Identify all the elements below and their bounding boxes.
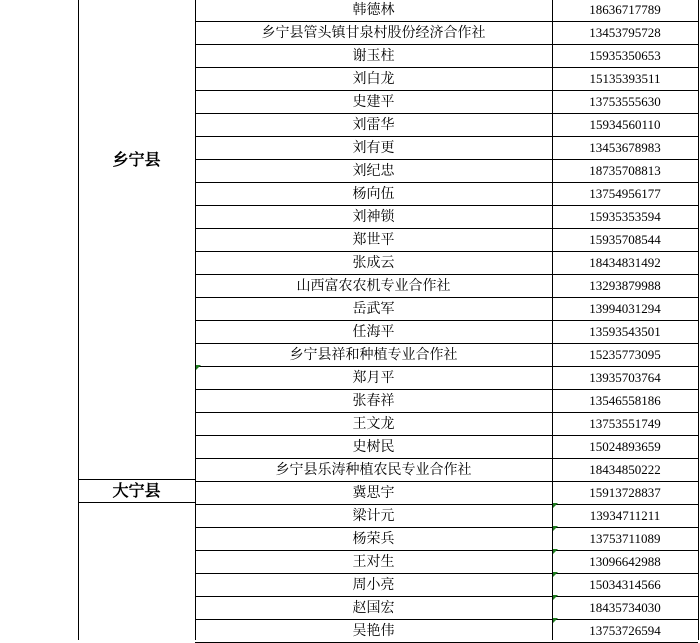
phone-cell[interactable]: 18435734030	[589, 600, 661, 615]
table-row	[195, 91, 698, 114]
phone-cell[interactable]: 18636717789	[589, 2, 661, 17]
phone-cell[interactable]: 13546558186	[589, 393, 661, 408]
name-cell[interactable]: 郑世平	[352, 232, 395, 248]
phone-cell[interactable]: 18735708813	[589, 163, 661, 178]
name-cell[interactable]: 谢玉柱	[352, 48, 395, 64]
table-row	[195, 45, 698, 68]
table-row	[195, 183, 698, 206]
table-row	[195, 206, 698, 229]
table-row	[195, 0, 698, 22]
name-cell[interactable]: 刘雷华	[352, 117, 395, 133]
cell-comment-marker	[553, 503, 558, 508]
phone-cell[interactable]: 15935708544	[589, 232, 661, 247]
table-row	[195, 597, 698, 620]
table-row	[195, 390, 698, 413]
table-row	[195, 505, 698, 528]
name-cell[interactable]: 岳武军	[352, 301, 395, 317]
county-label-xiangning: 乡宁县	[112, 150, 161, 169]
cell-comment-marker	[553, 618, 558, 623]
grid-line-right	[698, 0, 699, 640]
phone-cell[interactable]: 15935350653	[589, 48, 661, 63]
name-cell[interactable]: 刘有更	[352, 140, 395, 156]
phone-cell[interactable]: 13293879988	[589, 278, 661, 293]
table-row	[195, 137, 698, 160]
table-row	[195, 68, 698, 91]
table-row	[195, 574, 698, 597]
phone-cell[interactable]: 15024893659	[589, 439, 661, 454]
grid-line-left	[78, 0, 79, 640]
table-row	[195, 114, 698, 137]
name-cell[interactable]: 刘纪忠	[352, 163, 395, 179]
name-cell[interactable]: 张春祥	[352, 393, 395, 409]
phone-cell[interactable]: 13753726594	[589, 623, 661, 638]
table-row	[195, 321, 698, 344]
phone-cell[interactable]: 15913728837	[589, 485, 661, 500]
phone-cell[interactable]: 13754956177	[589, 186, 661, 201]
phone-cell[interactable]: 13096642988	[589, 554, 661, 569]
cell-comment-marker	[553, 526, 558, 531]
table-row	[195, 275, 698, 298]
phone-cell[interactable]: 13934711211	[589, 508, 661, 523]
name-cell[interactable]: 杨荣兵	[352, 531, 395, 547]
cell-comment-marker	[553, 549, 558, 554]
name-cell[interactable]: 王文龙	[352, 416, 395, 432]
table-row	[195, 344, 698, 367]
table-row	[195, 459, 698, 482]
name-cell[interactable]: 周小亮	[352, 577, 395, 593]
phone-cell[interactable]: 13593543501	[589, 324, 661, 339]
table-row	[195, 551, 698, 574]
name-cell[interactable]: 刘白龙	[352, 71, 395, 87]
table-row	[195, 252, 698, 275]
phone-cell[interactable]: 15934560110	[589, 117, 661, 132]
phone-cell[interactable]: 13453795728	[589, 25, 661, 40]
name-cell[interactable]: 王对生	[352, 554, 395, 570]
table-row	[195, 229, 698, 252]
phone-cell[interactable]: 15935353594	[589, 209, 661, 224]
phone-cell[interactable]: 18434831492	[589, 255, 661, 270]
name-cell[interactable]: 吴艳伟	[352, 623, 395, 639]
county-border-bottom	[78, 502, 195, 503]
name-cell[interactable]: 任海平	[352, 324, 395, 340]
phone-cell[interactable]: 15135393511	[589, 71, 661, 86]
name-cell[interactable]: 赵国宏	[352, 600, 395, 616]
phone-cell[interactable]: 13453678983	[589, 140, 661, 155]
phone-cell[interactable]: 15034314566	[589, 577, 661, 592]
table-row	[195, 436, 698, 459]
name-cell[interactable]: 乡宁县祥和种植专业合作社	[289, 347, 458, 363]
table-row	[195, 160, 698, 183]
phone-cell[interactable]: 13935703764	[589, 370, 661, 385]
table-row	[195, 367, 698, 390]
phone-cell[interactable]: 13753555630	[589, 94, 661, 109]
table-row	[195, 482, 698, 505]
table-row	[195, 528, 698, 551]
cell-comment-marker	[196, 365, 201, 370]
name-cell[interactable]: 乡宁县管头镇甘泉村股份经济合作社	[261, 25, 486, 41]
name-cell[interactable]: 刘神锁	[352, 209, 395, 225]
cell-comment-marker	[553, 595, 558, 600]
name-cell[interactable]: 韩德林	[352, 2, 395, 18]
name-cell[interactable]: 冀思宇	[352, 485, 395, 501]
phone-cell[interactable]: 18434850222	[589, 462, 661, 477]
name-cell[interactable]: 乡宁县乐涛种植农民专业合作社	[275, 462, 472, 478]
phone-cell[interactable]: 15235773095	[589, 347, 661, 362]
table-row	[195, 22, 698, 45]
name-cell[interactable]: 山西富农农机专业合作社	[296, 278, 451, 294]
name-cell[interactable]: 杨向伍	[352, 186, 395, 202]
name-cell[interactable]: 史树民	[352, 439, 395, 455]
phone-cell[interactable]: 13994031294	[589, 301, 661, 316]
cell-comment-marker	[553, 572, 558, 577]
name-cell[interactable]: 张成云	[352, 255, 395, 271]
phone-cell[interactable]: 13753711089	[589, 531, 661, 546]
table-row	[195, 413, 698, 436]
table-row	[195, 298, 698, 321]
county-label-daning: 大宁县	[112, 481, 161, 500]
phone-cell[interactable]: 13753551749	[589, 416, 661, 431]
name-cell[interactable]: 史建平	[352, 94, 395, 110]
name-cell[interactable]: 郑月平	[352, 370, 395, 386]
name-cell[interactable]: 梁计元	[352, 508, 395, 524]
